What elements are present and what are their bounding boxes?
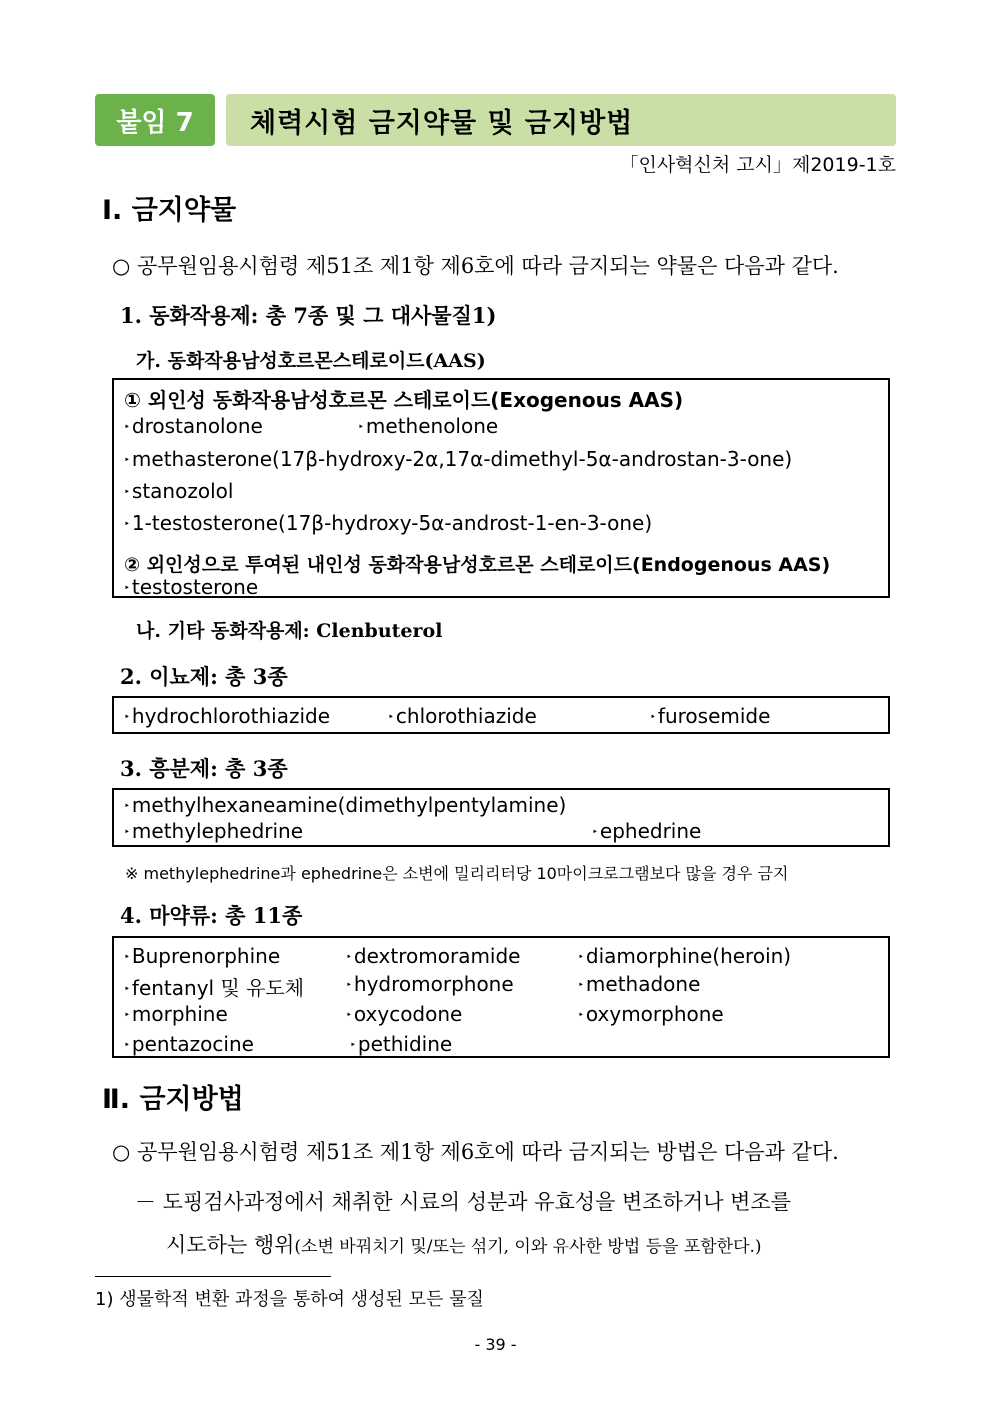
- attachment-badge: 붙임 7: [95, 94, 215, 146]
- list-item: ‣ oxycodone: [346, 1002, 463, 1026]
- bullet-icon: ‣: [346, 1010, 352, 1021]
- list-item: ‣ stanozolol: [124, 479, 234, 503]
- bullet-icon: ‣: [124, 1040, 130, 1051]
- bullet-icon: ‣: [578, 1010, 584, 1021]
- list-item: ‣ methasterone(17β-hydroxy-2α,17α-dimethyl-5α-androstan-3-one): [124, 447, 793, 471]
- bullet-icon: ‣: [124, 984, 130, 995]
- title-bar: [226, 94, 896, 146]
- stimulants-box: [112, 788, 890, 847]
- bullet-icon: ‣: [124, 801, 130, 812]
- list-item: ‣ dextromoramide: [346, 944, 521, 968]
- bullet-icon: ‣: [346, 980, 352, 991]
- bullet-icon: ‣: [358, 422, 364, 433]
- list-item: ‣ methenolone: [358, 414, 499, 438]
- list-item: ‣ testosterone: [124, 575, 259, 599]
- bullet-icon: ‣: [650, 712, 656, 723]
- bullet-icon: ‣: [578, 952, 584, 963]
- list-item: ‣ pentazocine: [124, 1032, 254, 1056]
- narcotics-box: [112, 936, 890, 1058]
- bullet-icon: ‣: [124, 422, 130, 433]
- list-item: ‣ fentanyl 및 유도체: [124, 976, 305, 1000]
- list-item: ‣ oxymorphone: [578, 1002, 724, 1026]
- bullet-icon: ‣: [388, 712, 394, 723]
- bullet-icon: ‣: [350, 1040, 356, 1051]
- list-item: ‣ hydrochlorothiazide: [124, 704, 331, 728]
- bullet-icon: ‣: [124, 455, 130, 466]
- section-2-title: Ⅱ. 금지방법: [102, 1084, 244, 1115]
- list-item: ‣ chlorothiazide: [388, 704, 537, 728]
- aas-box: [112, 378, 890, 598]
- bullet-icon: ‣: [124, 583, 130, 594]
- footnote: 1) 생물학적 변환 과정을 통하여 생성된 모든 물질: [95, 1289, 484, 1310]
- method-line-2-paren: (소변 바꿔치기 및/또는 섞기, 이와 유사한 방법 등을 포함한다.): [294, 1237, 762, 1257]
- list-item: ‣ diamorphine(heroin): [578, 944, 792, 968]
- list-item: ‣ methadone: [578, 972, 701, 996]
- notice-number: 「인사혁신처 고시」제2019-1호: [619, 154, 896, 176]
- bullet-icon: ‣: [124, 1010, 130, 1021]
- bullet-icon: ‣: [346, 952, 352, 963]
- bullet-icon: ‣: [578, 980, 584, 991]
- bullet-icon: ‣: [124, 952, 130, 963]
- list-item: ‣ ephedrine: [592, 819, 702, 843]
- list-item: ‣ 1-testosterone(17β-hydroxy-5α-androst-1-en-3-one): [124, 511, 653, 535]
- method-line-2-main: 시도하는 행위: [166, 1233, 295, 1257]
- bullet-icon: ‣: [592, 827, 598, 838]
- method-line-1: － 도핑검사과정에서 채취한 시료의 성분과 유효성을 변조하거나 변조를: [135, 1190, 792, 1214]
- bullet-icon: ‣: [124, 712, 130, 723]
- stimulants-note: ※ methylephedrine과 ephedrine은 소변에 밀리리터당 10마이크로그램보다 많을 경우 금지: [125, 864, 789, 883]
- footnote-divider: [95, 1276, 331, 1277]
- diuretics-box: [112, 696, 890, 734]
- section-1-title: Ⅰ. 금지약물: [102, 195, 237, 226]
- bullet-icon: ‣: [124, 487, 130, 498]
- section-1-intro: ○ 공무원임용시험령 제51조 제1항 제6호에 따라 금지되는 약물은 다음과 같다.: [112, 254, 839, 278]
- narcotics-heading: 4. 마약류: 총 11종: [120, 903, 303, 928]
- list-item: ‣ methylhexaneamine(dimethylpentylamine): [124, 793, 567, 817]
- diuretics-heading: 2. 이뇨제: 총 3종: [120, 664, 288, 689]
- endogenous-heading: ② 외인성으로 투여된 내인성 동화작용남성호르몬 스테로이드(Endogenous AAS): [124, 554, 831, 576]
- exogenous-heading: ① 외인성 동화작용남성호르몬 스테로이드(Exogenous AAS): [124, 388, 684, 412]
- page-number: - 39 -: [474, 1335, 517, 1354]
- stimulants-heading: 3. 흥분제: 총 3종: [120, 756, 288, 781]
- list-item: ‣ Buprenorphine: [124, 944, 281, 968]
- bullet-icon: ‣: [124, 827, 130, 838]
- list-item: ‣ hydromorphone: [346, 972, 514, 996]
- bullet-icon: ‣: [124, 519, 130, 530]
- anabolic-heading: 1. 동화작용제: 총 7종 및 그 대사물질1): [120, 303, 497, 328]
- page-title: 체력시험 금지약물 및 금지방법: [250, 107, 634, 139]
- list-item: ‣ methylephedrine: [124, 819, 304, 843]
- method-line-2: [166, 1229, 762, 1259]
- other-anabolic-heading: 나. 기타 동화작용제: Clenbuterol: [136, 620, 443, 642]
- list-item: ‣ furosemide: [650, 704, 771, 728]
- list-item: ‣ morphine: [124, 1002, 228, 1026]
- list-item: ‣ pethidine: [350, 1032, 453, 1056]
- aas-subheading: 가. 동화작용남성호르몬스테로이드(AAS): [136, 350, 486, 372]
- section-2-intro: ○ 공무원임용시험령 제51조 제1항 제6호에 따라 금지되는 방법은 다음과 같다.: [112, 1140, 839, 1164]
- list-item: ‣ drostanolone: [124, 414, 263, 438]
